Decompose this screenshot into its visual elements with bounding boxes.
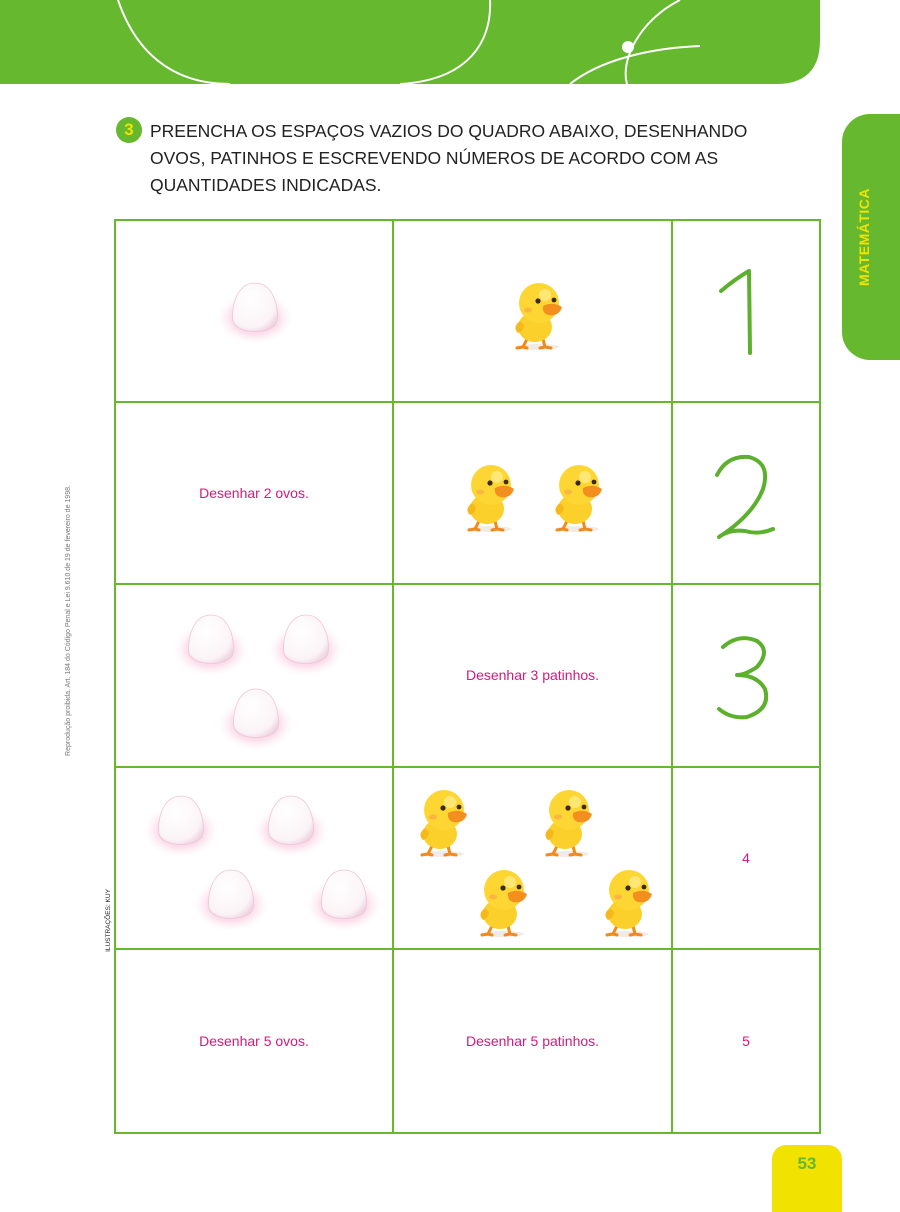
eggs-cell-3 — [116, 585, 394, 767]
ducks-cell-3 — [394, 585, 673, 767]
ducks-cell-5 — [394, 950, 673, 1132]
duckling-drawing — [545, 790, 592, 857]
egg-drawing — [251, 796, 331, 856]
duckling-drawing — [467, 465, 514, 532]
number-cell-2 — [673, 403, 819, 585]
number-cell-1 — [673, 221, 819, 403]
eggs-drawing — [116, 585, 394, 766]
eggs-instruction: Desenhar 2 ovos. — [199, 485, 309, 502]
ducks-drawing — [394, 403, 673, 584]
eggs-cell-4 — [116, 768, 394, 950]
question-line: OVOS, PATINHOS E ESCREVENDO NÚMEROS DE ACORDO COM AS — [150, 148, 719, 168]
number-stroke — [719, 638, 766, 717]
duckling-drawing — [555, 465, 602, 532]
duckling-drawing — [605, 870, 652, 937]
number-cell-3 — [673, 585, 819, 767]
subject-tab-label: MATEMÁTICA — [856, 187, 872, 287]
handwritten-number — [673, 403, 819, 584]
copyright-note: Reprodução proibida. Art. 184 do Código Penal e Lei 9.610 de 19 de fevereiro de 1998. — [64, 484, 72, 756]
egg-drawing — [304, 870, 384, 930]
number-cell-4 — [673, 768, 819, 950]
header-band — [0, 0, 900, 84]
duckling-drawing — [480, 870, 527, 937]
ducks-instruction: Desenhar 5 patinhos. — [465, 1032, 600, 1049]
egg-drawing — [216, 689, 296, 749]
illustration-credit: ILUSTRAÇÕES: KUY — [104, 888, 112, 952]
egg-drawing — [141, 796, 221, 856]
egg-drawing — [266, 615, 346, 675]
question-number-badge: 3 — [116, 117, 142, 143]
handwritten-number — [673, 585, 819, 766]
egg-drawing — [191, 870, 271, 930]
question-text — [150, 118, 790, 199]
ducks-cell-1 — [394, 221, 673, 403]
question-line: PREENCHA OS ESPAÇOS VAZIOS DO QUADRO ABAIXO, DESENHANDO — [150, 121, 748, 141]
egg-drawing — [215, 283, 295, 343]
ducks-cell-2 — [394, 403, 673, 585]
number-cell-5 — [673, 950, 819, 1132]
quantity-table — [114, 219, 821, 1134]
eggs-drawing — [116, 768, 394, 949]
number-stroke — [721, 271, 750, 353]
egg-drawing — [171, 615, 251, 675]
ducks-drawing — [394, 768, 673, 949]
page-number: 53 — [772, 1145, 842, 1212]
handwritten-number — [673, 221, 819, 402]
eggs-instruction: Desenhar 5 ovos. — [199, 1032, 309, 1049]
duckling-drawing — [420, 790, 467, 857]
ducks-drawing — [394, 221, 673, 402]
duckling-drawing — [515, 283, 562, 350]
eggs-cell-2 — [116, 403, 394, 585]
eggs-cell-5 — [116, 950, 394, 1132]
eggs-cell-1 — [116, 221, 394, 403]
ducks-instruction: Desenhar 3 patinhos. — [465, 667, 600, 684]
number-answer: 4 — [742, 849, 750, 866]
eggs-drawing — [116, 221, 394, 402]
number-stroke — [717, 457, 773, 537]
question-line: QUANTIDADES INDICADAS. — [150, 175, 382, 195]
ducks-cell-4 — [394, 768, 673, 950]
number-answer: 5 — [742, 1032, 750, 1049]
